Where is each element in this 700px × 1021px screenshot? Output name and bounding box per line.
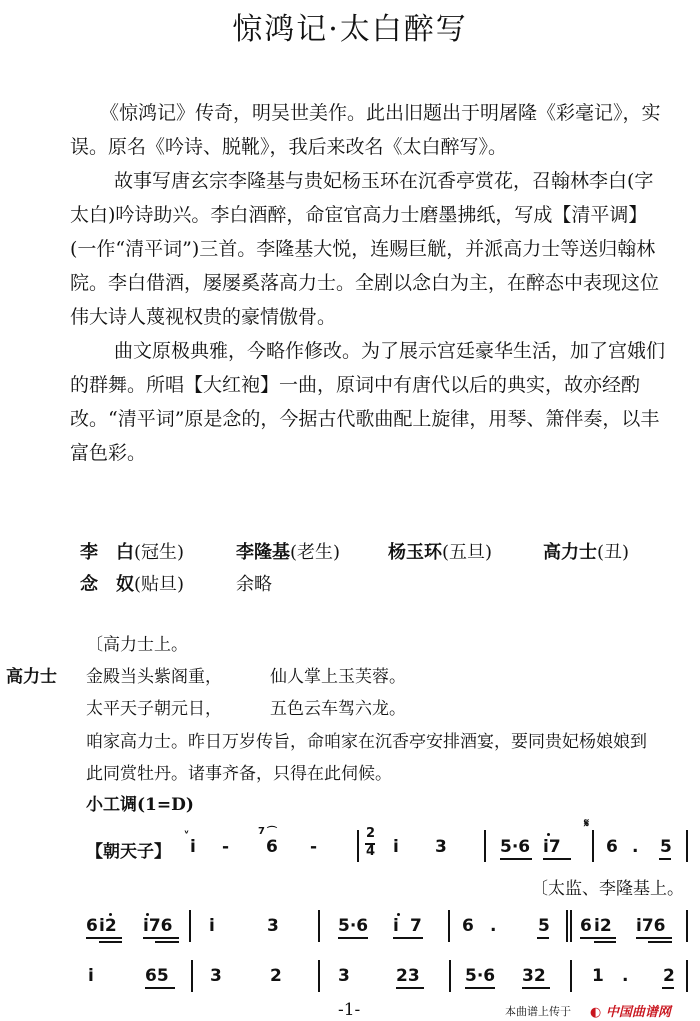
barline <box>484 830 486 862</box>
note: 7 <box>410 916 422 936</box>
note: i <box>393 916 399 936</box>
note: 1 <box>592 966 604 986</box>
verse-line: 五色云车驾六龙。 <box>270 699 406 719</box>
note: 32 <box>522 966 546 986</box>
beam <box>393 937 423 939</box>
stage-direction: 〔太监、李隆基上。 <box>531 879 684 899</box>
note: i7 <box>543 837 561 857</box>
beam <box>659 858 671 860</box>
note: 5·6 <box>338 916 369 936</box>
note: 5 <box>538 916 550 936</box>
barline <box>686 910 688 942</box>
note: i <box>393 837 399 857</box>
note: 3 <box>338 966 350 986</box>
beam <box>86 937 122 939</box>
beam <box>155 941 179 943</box>
note: i2 <box>99 916 117 936</box>
cast-item: 李隆基(老生) <box>236 542 341 563</box>
intro-paragraph: 曲文原极典雅，今略作修改。为了展示宫廷豪华生活，加了宫娥们的群舞。所唱【大红袍】一曲，原词中有唐代以后的典实，故亦经酌改。“清平词”原是念的，今据古代歌曲配上旋律，用琴、箫伴奏，以丰富色彩。 <box>70 340 666 464</box>
barline <box>592 830 594 862</box>
note: i76 <box>636 916 666 936</box>
note: i <box>190 837 196 857</box>
note: 6 <box>462 916 474 936</box>
introduction <box>70 96 670 470</box>
barline <box>318 910 320 942</box>
barline <box>570 910 572 942</box>
sign-icon: 𝄋 <box>584 816 590 830</box>
intro-paragraph: 《惊鸿记》传奇，明吴世美作。此出旧题出于明屠隆《彩毫记》，实误。原名《吟诗、脱靴》，我后来改名《太白醉写》。 <box>70 102 661 158</box>
cast-item: 余略 <box>236 574 272 595</box>
note: 5·6 <box>500 837 531 857</box>
barline <box>686 960 688 992</box>
cast-item: 念 奴(贴旦) <box>80 574 185 595</box>
barline <box>566 910 568 942</box>
note: 6 <box>606 837 618 857</box>
dot: . <box>490 916 497 936</box>
note: 6 <box>580 916 592 936</box>
barline <box>189 910 191 942</box>
verse-line: 仙人掌上玉芙蓉。 <box>270 667 406 687</box>
note: - <box>310 837 318 857</box>
octave-dot <box>146 913 149 916</box>
note: i <box>88 966 94 986</box>
beam <box>636 937 672 939</box>
beam <box>580 937 616 939</box>
beam <box>522 987 550 989</box>
note: 5 <box>660 837 672 857</box>
note: 3 <box>435 837 447 857</box>
grace-note: 7 <box>258 826 265 837</box>
barline <box>318 960 320 992</box>
octave-dot <box>547 833 550 836</box>
page-number: -1- <box>338 1000 361 1020</box>
verse-line: 太平天子朝元日， <box>86 699 222 719</box>
tune-name: 【朝天子】 <box>86 842 171 862</box>
speech-line: 咱家高力士。昨日万岁传旨，命咱家在沉香亭安排酒宴，要同贵妃杨娘娘到 <box>86 732 647 752</box>
note: 5·6 <box>465 966 496 986</box>
dot: . <box>622 966 629 986</box>
beam <box>537 937 549 939</box>
time-signature-bottom: 4 <box>366 844 376 859</box>
beam <box>145 987 175 989</box>
verse-line: 金殿当头紫阁重， <box>86 667 222 687</box>
note: 6 <box>86 916 98 936</box>
stage-direction: 〔高力士上。 <box>86 635 188 655</box>
octave-dot <box>397 913 400 916</box>
upload-credit: 本曲谱上传于 <box>505 1005 571 1018</box>
beam <box>143 937 179 939</box>
barline <box>191 960 193 992</box>
note: 23 <box>396 966 420 986</box>
note: - <box>222 837 230 857</box>
note: i2 <box>594 916 612 936</box>
beam <box>338 937 368 939</box>
beam <box>662 987 674 989</box>
cast-item: 高力士(丑) <box>543 542 630 563</box>
note: 6 <box>266 837 278 857</box>
fermata-icon: ⌒ <box>267 827 277 838</box>
cast-item: 李 白(冠生) <box>80 542 185 563</box>
barline <box>448 910 450 942</box>
barline <box>570 960 572 992</box>
time-signature-top: 2 <box>366 826 376 841</box>
beam <box>500 858 532 860</box>
page-title: 惊鸿记·太白醉写 <box>232 12 468 47</box>
note: 2 <box>663 966 675 986</box>
note: 65 <box>145 966 169 986</box>
beam <box>465 987 495 989</box>
barline <box>449 960 451 992</box>
logo-mark-icon: ◐ <box>590 1005 602 1020</box>
note: 3 <box>210 966 222 986</box>
intro-paragraph: 故事写唐玄宗李隆基与贵妃杨玉环在沉香亭赏花，召翰林李白(字太白)吟诗助兴。李白酒醉，命宦官高力士磨墨拂纸，写成【清平调】(一作“清平词”)三首。李隆基大悦，连赐巨觥，并派高力士等送归翰林院。李白借酒，屡屡奚落高力士。全剧以念白为主，在醉态中表现这位伟大诗人蔑视权贵的豪情傲骨。 <box>70 170 660 328</box>
beam <box>543 858 571 860</box>
note: i <box>209 916 215 936</box>
speech-line: 此同赏牡丹。诸事齐备，只得在此伺候。 <box>86 764 392 784</box>
barline <box>357 830 359 862</box>
beam <box>648 941 672 943</box>
cast-item: 杨玉环(五旦) <box>388 542 493 563</box>
dot: . <box>632 837 639 857</box>
beam <box>396 987 424 989</box>
beam <box>594 941 616 943</box>
speaker-label: 高力士 <box>6 667 57 687</box>
note: i76 <box>143 916 173 936</box>
note: 3 <box>267 916 279 936</box>
barline <box>686 830 688 862</box>
key-signature: 小工调(1=D) <box>86 795 194 815</box>
note: 2 <box>270 966 282 986</box>
octave-dot <box>109 913 112 916</box>
site-logo[interactable]: ◐ 中国曲谱网 <box>590 1005 671 1020</box>
beam <box>99 941 122 943</box>
breath-mark-icon: ᵛ <box>184 829 190 840</box>
